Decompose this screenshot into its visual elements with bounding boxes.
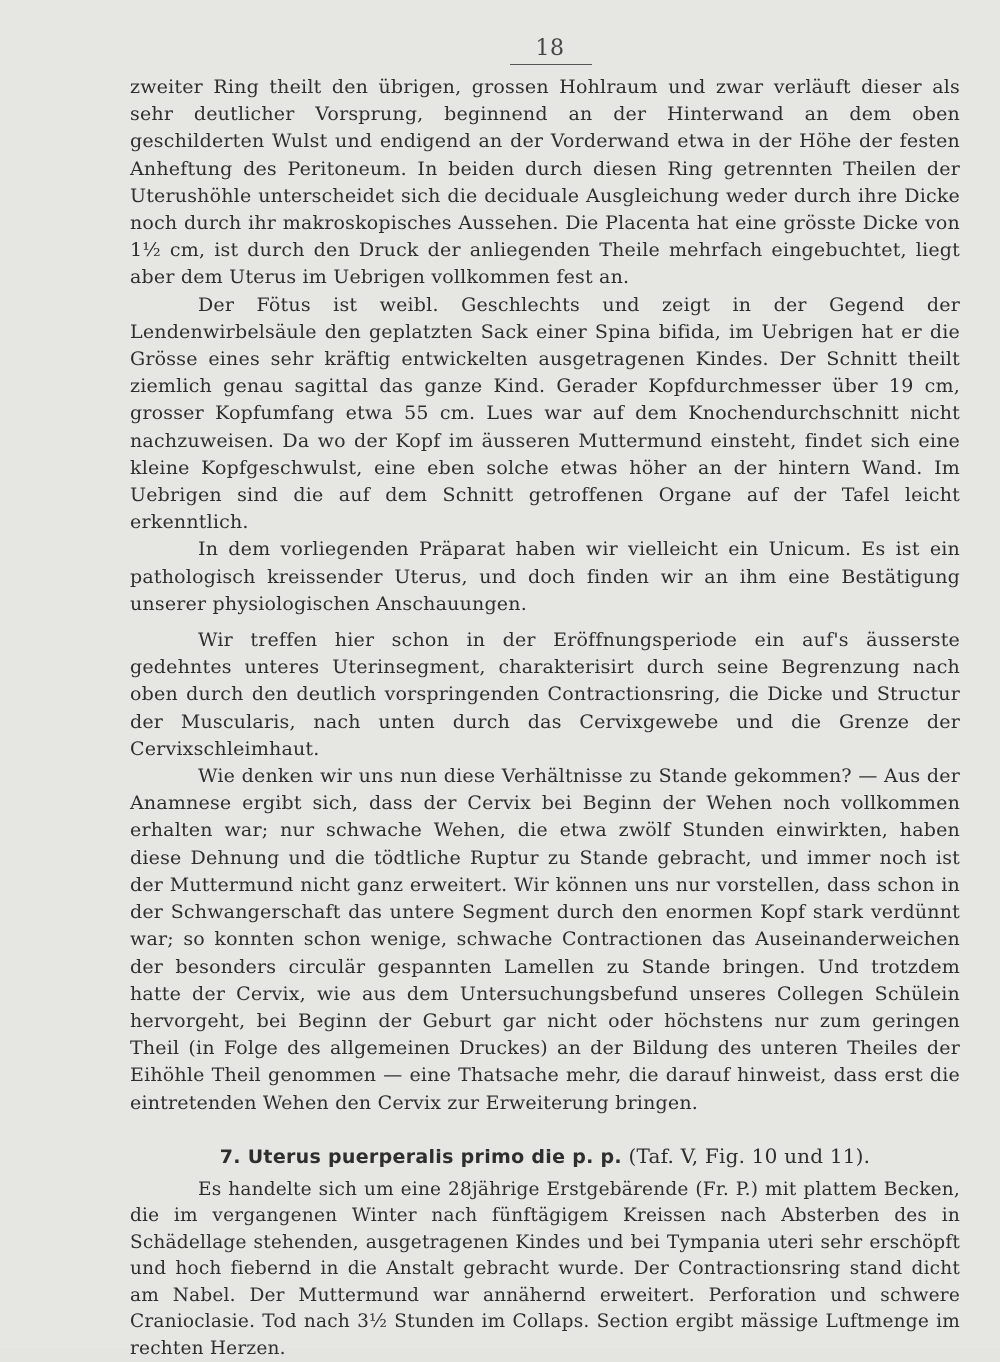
section-heading-title: 7. Uterus puerperalis primo die p. p.	[219, 1145, 622, 1168]
section-heading-reference: (Taf. V, Fig. 10 und 11).	[628, 1143, 871, 1168]
paragraph-foetus: Der Fötus ist weibl. Geschlechts und zeigt in der Gegend der Lendenwirbelsäule den geplatzten Sack einer Spina bifida, im Uebrigen hat er die Grösse eines sehr kräftig entwickelten ausgetragenen Kindes. Der Schnitt theilt ziemlich genau sagittal das ganze Kind. Gerader Kopfdurchmesser über 19 cm, grosser Kopfumfang etwa 55 cm. Lues war auf dem Knochendurchschnitt nicht nachzuweisen. Da wo der Kopf im äusseren Muttermund einsteht, findet sich eine kleine Kopfgeschwulst, eine eben solche etwas höher an der hintern Wand. Im Uebrigen sind die auf dem Schnitt getroffenen Organe auf der Tafel leicht erkenntlich.	[130, 293, 960, 534]
paragraph-verhaeltnisse: Wie denken wir uns nun diese Verhältnisse zu Stande gekommen? — Aus der Anamnese ergibt sich, dass der Cervix bei Beginn der Wehen noch vollkommen erhalten war; nur schwache Wehen, die etwa zwölf Stunden einwirkten, haben diese Dehnung und die tödtliche Ruptur zu Stande gebracht, und immer noch ist der Muttermund nicht ganz erweitert. Wir können uns nur vorstellen, dass schon in der Schwangerschaft das untere Segment durch den enormen Kopf stark verdünnt war; so konnten schon wenige, schwache Contractionen das Auseinanderweichen der besonders circulär gespannten Lamellen zu Stande bringen. Und trotzdem hatte der Cervix, wie aus dem Untersuchungsbefund unseres Collegen Schülein hervorgeht, bei Beginn der Geburt gar nicht oder höchstens nur zum geringen Theil (in Folge des allgemeinen Druckes) an der Bildung des unteren Theiles der Eihöhle Theil genommen — eine Thatsache mehr, die darauf hinweist, dass erst die eintretenden Wehen den Cervix zur Erweiterung bringen.	[130, 765, 960, 1114]
page-number-rule	[510, 64, 592, 65]
paragraph-case-report: Es handelte sich um eine 28jährige Erstgebärende (Fr. P.) mit plattem Becken, die im vergangenen Winter nach fünftägigem Kreissen nach Absterben des in Schädellage stehenden, ausgetragenen Kindes und bei Tympania uteri sehr erschöpft und hoch fiebernd in die Anstalt gebracht wurde. Der Contractionsring stand dicht am Nabel. Der Muttermund war annähernd erweitert. Perforation und schwere Cranioclasie. Tod nach 3½ Stunden im Collaps. Section ergibt mässige Luftmenge im rechten Herzen.	[130, 1178, 960, 1359]
body-text	[130, 74, 960, 1362]
page-number: 18	[535, 36, 565, 61]
paragraph-eroeffnungsperiode: Wir treffen hier schon in der Eröffnungsperiode ein auf's äusserste gedehntes unteres Uterinsegment, charakterisirt durch seine Begrenzung nach oben durch den deutlich vorspringenden Contractionsring, die Dicke und Structur der Muscularis, nach unten durch das Cervixgewebe und die Grenze der Cervixschleimhaut.	[130, 629, 960, 760]
paragraph-praeparat: In dem vorliegenden Präparat haben wir vielleicht ein Unicum. Es ist ein pathologisch kreissender Uterus, und doch finden wir an ihm eine Bestätigung unserer physiologischen Anschauungen.	[130, 538, 960, 615]
paragraph-continued: zweiter Ring theilt den übrigen, grossen Hohlraum und zwar verläuft dieser als sehr deutlicher Vorsprung, beginnend an der Hinterwand an dem oben geschilderten Wulst und endigend an der Vorderwand etwa in der Höhe der festen Anheftung des Peritoneum. In beiden durch diesen Ring getrennten Theilen der Uterushöhle unterscheidet sich die deciduale Ausgleichung weder durch ihre Dicke noch durch ihr makroskopisches Aussehen. Die Placenta hat eine grösste Dicke von 1½ cm, ist durch den Druck der anliegenden Theile mehrfach eingebuchtet, liegt aber dem Uterus im Uebrigen vollkommen fest an.	[130, 76, 960, 289]
section-heading	[130, 1143, 960, 1171]
